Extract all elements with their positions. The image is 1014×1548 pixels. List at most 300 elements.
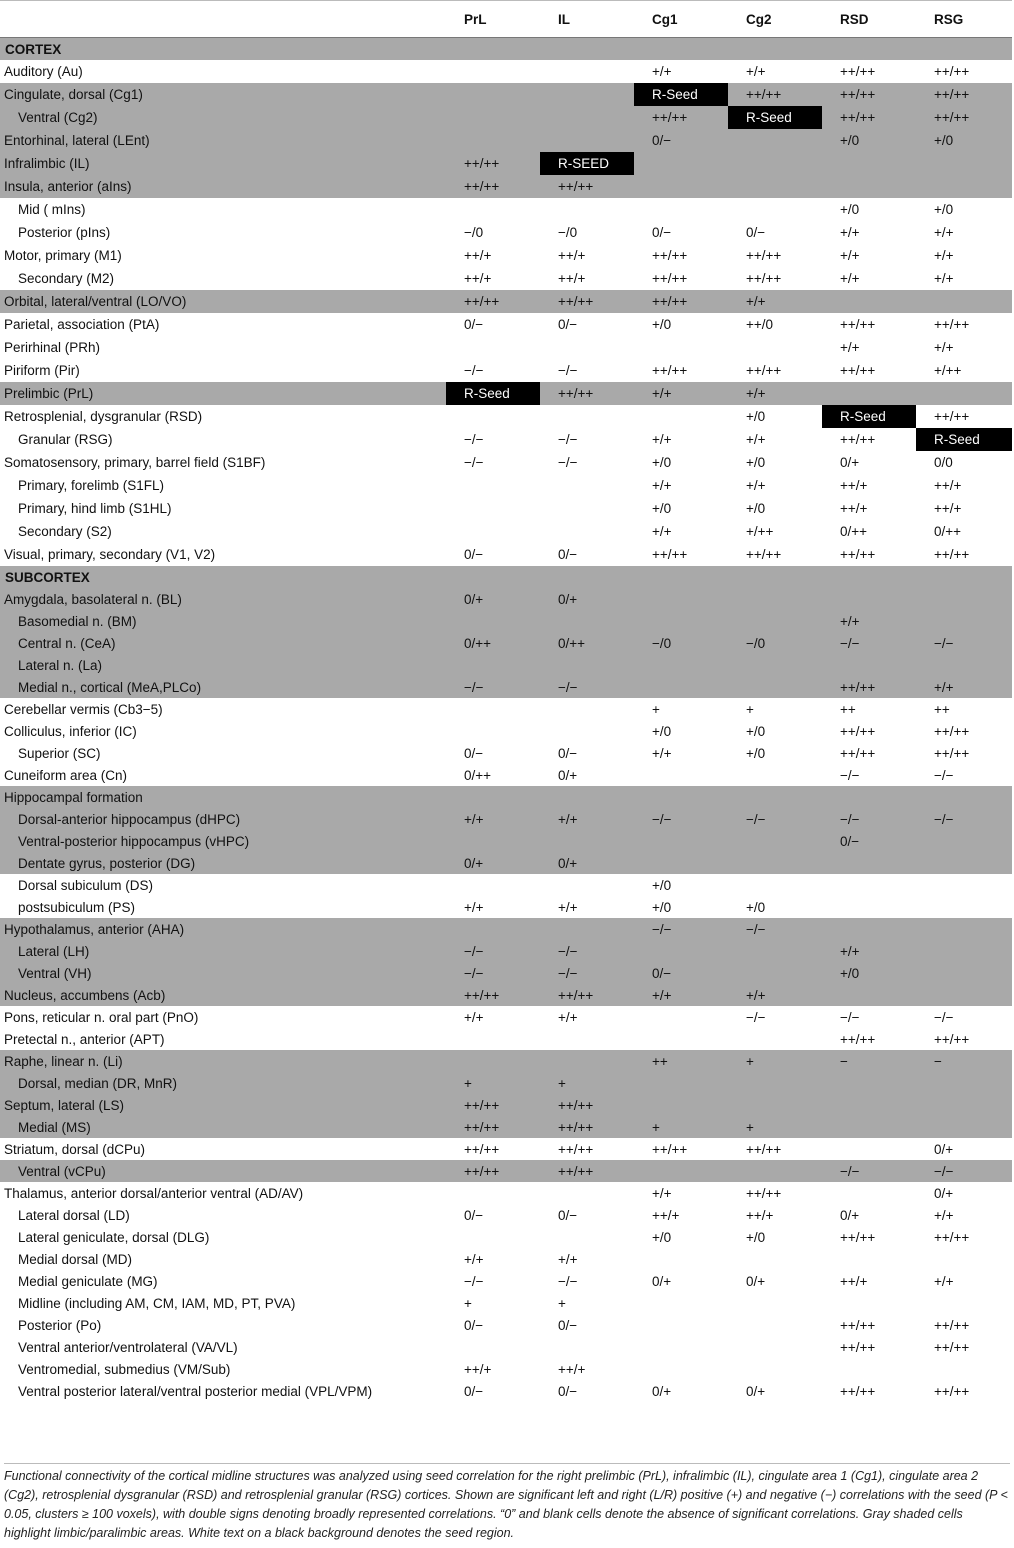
section-title: CORTEX <box>0 38 1012 60</box>
table-row <box>0 1380 1012 1402</box>
value-cell <box>446 786 540 808</box>
value-cell <box>446 1336 540 1358</box>
region-label: Basomedial n. (BM) <box>0 610 446 632</box>
value-cell: ++/++ <box>840 1031 876 1047</box>
column-header: Cg1 <box>652 11 678 27</box>
value-cell: 0/+ <box>746 1273 766 1289</box>
value-cell: 0/− <box>558 1207 578 1223</box>
value-cell: 0/− <box>464 547 484 562</box>
value-cell <box>728 175 822 198</box>
value-cell: ++/++ <box>840 745 876 761</box>
value-cell <box>634 1072 728 1094</box>
section-header-row <box>0 566 1012 588</box>
value-cell <box>540 720 634 742</box>
value-cell: ++/++ <box>652 547 688 562</box>
value-cell <box>634 676 728 698</box>
value-cell <box>540 1336 634 1358</box>
value-cell <box>540 874 634 896</box>
table-row <box>0 1072 1012 1094</box>
column-header: IL <box>558 11 570 27</box>
value-cell <box>446 474 540 497</box>
value-cell: ++/+ <box>558 248 586 263</box>
value-cell: ++/++ <box>558 1141 594 1157</box>
value-cell: 0/− <box>634 962 728 984</box>
value-cell: 0/− <box>558 547 578 562</box>
value-cell <box>540 520 634 543</box>
value-cell: 0/− <box>558 1383 578 1399</box>
value-cell: ++/++ <box>746 363 782 378</box>
value-cell <box>540 654 634 676</box>
value-cell <box>446 1028 540 1050</box>
value-cell: +/+ <box>840 248 860 263</box>
value-cell: 0/++ <box>446 632 540 654</box>
table-row <box>0 175 1012 198</box>
value-cell: 0/− <box>652 225 672 240</box>
value-cell: −/− <box>840 1009 860 1025</box>
value-cell: 0/− <box>558 1317 578 1333</box>
value-cell: +/0 <box>822 962 916 984</box>
value-cell <box>728 1314 822 1336</box>
value-cell: ++/++ <box>540 984 634 1006</box>
region-label: Posterior (Po) <box>18 1317 102 1333</box>
table-row <box>0 874 1012 896</box>
value-cell: +/+ <box>934 225 954 240</box>
value-cell <box>446 520 540 543</box>
region-label: Ventromedial, submedius (VM/Sub) <box>18 1361 231 1377</box>
section-title: SUBCORTEX <box>0 566 1012 588</box>
value-cell <box>446 60 540 83</box>
value-cell: ++/++ <box>840 1339 876 1355</box>
value-cell: +/+ <box>652 745 672 761</box>
value-cell: −/− <box>916 1160 1012 1182</box>
value-cell <box>634 175 728 198</box>
value-cell <box>822 852 916 874</box>
value-cell: ++/++ <box>934 723 970 739</box>
value-cell <box>822 1116 916 1138</box>
value-cell <box>822 984 916 1006</box>
value-cell: +/+ <box>728 382 822 405</box>
value-cell: 0/+ <box>558 767 578 783</box>
region-label: Medial geniculate (MG) <box>18 1273 158 1289</box>
value-cell: −/− <box>446 676 540 698</box>
region-label: Striatum, dorsal (dCPu) <box>4 1141 146 1157</box>
value-cell: −/− <box>558 455 578 470</box>
value-cell <box>634 1160 728 1182</box>
value-cell <box>446 918 540 940</box>
value-cell: −/− <box>822 632 916 654</box>
region-label: Ventral anterior/ventrolateral (VA/VL) <box>18 1339 238 1355</box>
column-header: PrL <box>464 11 487 27</box>
value-cell <box>822 1292 916 1314</box>
table-row <box>0 962 1012 984</box>
table-row <box>0 152 1012 175</box>
value-cell: ++/+ <box>464 248 492 263</box>
region-label: Piriform (Pir) <box>4 363 80 378</box>
value-cell: +/0 <box>746 409 766 424</box>
value-cell: 0/+ <box>934 1141 954 1157</box>
region-label: Lateral geniculate, dorsal (DLG) <box>18 1229 210 1245</box>
caption-text: Functional connectivity of the cortical midline structures was analyzed using seed correlation for the right prelimbic (PrL), infralimbic (IL), cingulate area 1 (Cg1), cingulate area 2 (Cg2), retrosplenial dysgranular (RSD) and retrosplenial granular (RSG) cortices. Shown are significant left and right (L/R) positive (+) and negative (−) correlations with the seed (P < 0.05, clusters ≥ 100 voxels), with double signs denoting broadly represented correlations. “0” and blank cells denote the absence of significant correlations. Gray shaded cells highlight limbic/paralimbic areas. White text on a black background denotes the seed region. <box>4 1469 1008 1540</box>
value-cell <box>916 1248 1012 1270</box>
value-cell: ++/0 <box>746 317 774 332</box>
value-cell <box>540 1050 634 1072</box>
value-cell: +/+ <box>728 984 822 1006</box>
table-row <box>0 1028 1012 1050</box>
value-cell: ++/++ <box>822 676 916 698</box>
region-label: Secondary (M2) <box>18 271 115 286</box>
value-cell: ++/++ <box>934 1031 970 1047</box>
value-cell <box>634 1314 728 1336</box>
value-cell: ++/++ <box>446 175 540 198</box>
value-cell: +/0 <box>652 501 672 516</box>
value-cell: ++ <box>934 701 950 717</box>
value-cell: 0/+ <box>934 1185 954 1201</box>
value-cell: +/+ <box>464 899 484 915</box>
value-cell <box>446 1226 540 1248</box>
value-cell: +/0 <box>746 745 766 761</box>
region-label: Ventral (vCPu) <box>0 1160 446 1182</box>
value-cell <box>634 1094 728 1116</box>
value-cell: 0/++ <box>464 767 492 783</box>
value-cell <box>634 1006 728 1028</box>
table-row <box>0 267 1012 290</box>
value-cell <box>446 83 540 106</box>
region-label: Pons, reticular n. oral part (PnO) <box>4 1009 199 1025</box>
value-cell <box>728 1028 822 1050</box>
value-cell: +/0 <box>746 455 766 470</box>
value-cell <box>822 1182 916 1204</box>
value-cell <box>728 1358 822 1380</box>
value-cell: ++/++ <box>446 984 540 1006</box>
value-cell <box>446 129 540 152</box>
value-cell: +/+ <box>558 1009 578 1025</box>
value-cell <box>446 610 540 632</box>
value-cell: −/− <box>558 432 578 447</box>
value-cell: ++/++ <box>540 290 634 313</box>
value-cell: +/0 <box>916 129 1012 152</box>
value-cell <box>634 1028 728 1050</box>
value-cell: 0/+ <box>652 1383 672 1399</box>
table-row <box>0 676 1012 698</box>
value-cell: ++/++ <box>840 723 876 739</box>
table-row <box>0 918 1012 940</box>
value-cell <box>822 1094 916 1116</box>
value-cell: − <box>822 1050 916 1072</box>
value-cell <box>540 830 634 852</box>
value-cell: ++/++ <box>746 1141 782 1157</box>
region-label: Dorsal subiculum (DS) <box>18 877 154 893</box>
table-row <box>0 451 1012 474</box>
value-cell <box>822 918 916 940</box>
table-row <box>0 1204 1012 1226</box>
value-cell: ++/+ <box>934 478 962 493</box>
value-cell: +/+ <box>840 225 860 240</box>
table-body <box>0 1 1012 1403</box>
value-cell: + <box>464 1295 472 1311</box>
seed-cell: R-Seed <box>728 106 822 129</box>
value-cell <box>446 698 540 720</box>
value-cell: ++/++ <box>840 1317 876 1333</box>
table-row <box>0 830 1012 852</box>
value-cell <box>916 654 1012 676</box>
value-cell <box>728 654 822 676</box>
value-cell <box>540 497 634 520</box>
value-cell <box>446 830 540 852</box>
value-cell: ++/++ <box>446 1116 540 1138</box>
table-row <box>0 896 1012 918</box>
value-cell: +/+ <box>822 610 916 632</box>
value-cell: +/+ <box>916 676 1012 698</box>
value-cell: +/++ <box>746 524 774 539</box>
value-cell: +/+ <box>934 1273 954 1289</box>
value-cell <box>540 1182 634 1204</box>
value-cell <box>916 874 1012 896</box>
region-label: Dentate gyrus, posterior (DG) <box>0 852 446 874</box>
region-label: Lateral dorsal (LD) <box>18 1207 130 1223</box>
value-cell: +/+ <box>840 271 860 286</box>
value-cell <box>634 1292 728 1314</box>
value-cell <box>634 764 728 786</box>
table-row <box>0 520 1012 543</box>
column-header: RSD <box>840 11 869 27</box>
column-header: RSG <box>934 11 964 27</box>
table-row <box>0 720 1012 742</box>
value-cell: +/+ <box>652 478 672 493</box>
value-cell <box>822 1138 916 1160</box>
value-cell: −/− <box>558 363 578 378</box>
value-cell: +/0 <box>746 723 766 739</box>
value-cell <box>916 896 1012 918</box>
region-label: Visual, primary, secondary (V1, V2) <box>4 547 216 562</box>
value-cell: ++/++ <box>840 64 876 79</box>
value-cell <box>916 588 1012 610</box>
value-cell: +/+ <box>652 432 672 447</box>
value-cell: −/0 <box>728 632 822 654</box>
value-cell <box>916 610 1012 632</box>
value-cell <box>822 382 916 405</box>
region-label: Cingulate, dorsal (Cg1) <box>0 83 446 106</box>
value-cell: ++/++ <box>446 1160 540 1182</box>
value-cell: +/+ <box>446 808 540 830</box>
value-cell: −/0 <box>464 225 484 240</box>
value-cell: + <box>446 1072 540 1094</box>
value-cell: −/− <box>540 962 634 984</box>
value-cell <box>540 918 634 940</box>
value-cell: +/+ <box>746 432 766 447</box>
value-cell: 0/+ <box>840 1207 860 1223</box>
value-cell <box>822 1358 916 1380</box>
region-label: Ventral posterior lateral/ventral posterior medial (VPL/VPM) <box>18 1383 373 1399</box>
region-label: Medial n., cortical (MeA,PLCo) <box>0 676 446 698</box>
value-cell: ++/+ <box>840 1273 868 1289</box>
value-cell <box>916 175 1012 198</box>
value-cell <box>822 654 916 676</box>
value-cell <box>634 610 728 632</box>
table-row <box>0 382 1012 405</box>
value-cell: −/− <box>746 1009 766 1025</box>
value-cell <box>634 1358 728 1380</box>
value-cell: ++/++ <box>634 106 728 129</box>
value-cell: −/− <box>464 432 484 447</box>
region-label: Raphe, linear n. (Li) <box>0 1050 446 1072</box>
value-cell: 0/++ <box>840 524 868 539</box>
value-cell <box>634 940 728 962</box>
region-label: Pretectal n., anterior (APT) <box>4 1031 165 1047</box>
value-cell: 0/0 <box>934 455 953 470</box>
value-cell: +/0 <box>822 129 916 152</box>
value-cell <box>728 336 822 359</box>
table-row <box>0 1248 1012 1270</box>
value-cell: −/− <box>916 632 1012 654</box>
value-cell: 0/− <box>558 745 578 761</box>
value-cell: ++/++ <box>916 106 1012 129</box>
table-row <box>0 742 1012 764</box>
region-label: Perirhinal (PRh) <box>4 340 101 355</box>
value-cell: −/− <box>934 767 954 783</box>
value-cell: ++/++ <box>652 1141 688 1157</box>
region-label: Cuneiform area (Cn) <box>4 767 128 783</box>
value-cell <box>446 654 540 676</box>
value-cell: + <box>652 701 660 717</box>
value-cell <box>446 106 540 129</box>
value-cell: ++/++ <box>934 1383 970 1399</box>
value-cell: ++/++ <box>934 1229 970 1245</box>
seed-cell: R-Seed <box>634 83 728 106</box>
value-cell: + <box>634 1116 728 1138</box>
table-row <box>0 244 1012 267</box>
value-cell <box>446 336 540 359</box>
value-cell: ++/++ <box>822 106 916 129</box>
value-cell: ++/++ <box>446 152 540 175</box>
region-label: Septum, lateral (LS) <box>0 1094 446 1116</box>
value-cell <box>916 918 1012 940</box>
value-cell: 0/+ <box>652 1273 672 1289</box>
value-cell <box>916 1072 1012 1094</box>
value-cell <box>728 1160 822 1182</box>
region-label: Mid ( mIns) <box>18 202 86 217</box>
value-cell: ++/++ <box>840 317 876 332</box>
value-cell: ++/+ <box>840 501 868 516</box>
value-cell <box>822 874 916 896</box>
value-cell: 0/+ <box>446 852 540 874</box>
value-cell: +/+ <box>934 340 954 355</box>
value-cell: 0/− <box>464 317 484 332</box>
value-cell <box>728 1248 822 1270</box>
region-label: Ventral (VH) <box>0 962 446 984</box>
value-cell: ++/++ <box>446 1094 540 1116</box>
value-cell <box>540 786 634 808</box>
value-cell: ++/+ <box>558 1361 586 1377</box>
table-row <box>0 405 1012 428</box>
region-label: Insula, anterior (aIns) <box>0 175 446 198</box>
region-label: Retrosplenial, dysgranular (RSD) <box>4 409 203 424</box>
value-cell: +/0 <box>652 723 672 739</box>
value-cell <box>634 786 728 808</box>
section-header-row <box>0 38 1012 60</box>
value-cell <box>540 60 634 83</box>
value-cell: −/− <box>822 1160 916 1182</box>
value-cell: 0/+ <box>540 588 634 610</box>
value-cell <box>634 1336 728 1358</box>
value-cell: ++/++ <box>934 745 970 761</box>
table-row <box>0 632 1012 654</box>
value-cell: ++/+ <box>464 1361 492 1377</box>
value-cell <box>540 698 634 720</box>
value-cell: ++/++ <box>934 547 970 562</box>
value-cell: +/+ <box>934 1207 954 1223</box>
seed-cell: R-Seed <box>446 382 540 405</box>
value-cell: 0/− <box>464 1207 484 1223</box>
region-label: Primary, hind limb (S1HL) <box>18 501 172 516</box>
value-cell: +/++ <box>934 363 962 378</box>
region-label: Lateral n. (La) <box>0 654 446 676</box>
value-cell <box>822 896 916 918</box>
table-row <box>0 588 1012 610</box>
value-cell <box>540 106 634 129</box>
value-cell <box>916 786 1012 808</box>
table-row <box>0 83 1012 106</box>
value-cell <box>540 405 634 428</box>
region-label: Somatosensory, primary, barrel field (S1BF) <box>4 455 266 470</box>
value-cell: +/0 <box>652 1229 672 1245</box>
value-cell: +/+ <box>464 1009 484 1025</box>
table-row <box>0 198 1012 221</box>
value-cell <box>634 588 728 610</box>
value-cell <box>822 1072 916 1094</box>
value-cell <box>916 152 1012 175</box>
value-cell: 0/+ <box>446 588 540 610</box>
region-label: Colliculus, inferior (IC) <box>4 723 137 739</box>
value-cell <box>728 588 822 610</box>
value-cell <box>728 874 822 896</box>
value-cell <box>822 175 916 198</box>
region-label: Dorsal, median (DR, MnR) <box>0 1072 446 1094</box>
value-cell: +/0 <box>652 317 672 332</box>
value-cell <box>916 290 1012 313</box>
value-cell: −/0 <box>634 632 728 654</box>
value-cell: ++/+ <box>464 271 492 286</box>
region-label: Parietal, association (PtA) <box>4 317 160 332</box>
value-cell: −/− <box>540 676 634 698</box>
value-cell: +/0 <box>934 202 954 217</box>
value-cell <box>634 1248 728 1270</box>
value-cell: +/+ <box>728 290 822 313</box>
value-cell: −/− <box>728 808 822 830</box>
region-label: Prelimbic (PrL) <box>0 382 446 405</box>
value-cell <box>446 198 540 221</box>
region-label: Lateral (LH) <box>0 940 446 962</box>
value-cell: ++/++ <box>840 1383 876 1399</box>
seed-cell: R-Seed <box>822 405 916 428</box>
table-row <box>0 984 1012 1006</box>
table-row <box>0 808 1012 830</box>
value-cell: −/− <box>634 918 728 940</box>
value-cell: ++/++ <box>652 271 688 286</box>
value-cell <box>540 1226 634 1248</box>
value-cell: 0/+ <box>840 455 860 470</box>
value-cell <box>728 152 822 175</box>
table-row <box>0 1094 1012 1116</box>
table-row <box>0 60 1012 83</box>
value-cell: ++/++ <box>540 1094 634 1116</box>
value-cell <box>540 1028 634 1050</box>
value-cell: −/− <box>934 1009 954 1025</box>
table-row <box>0 786 1012 808</box>
value-cell <box>728 940 822 962</box>
value-cell <box>446 1050 540 1072</box>
value-cell: +/0 <box>652 877 672 893</box>
value-cell: ++/++ <box>652 363 688 378</box>
